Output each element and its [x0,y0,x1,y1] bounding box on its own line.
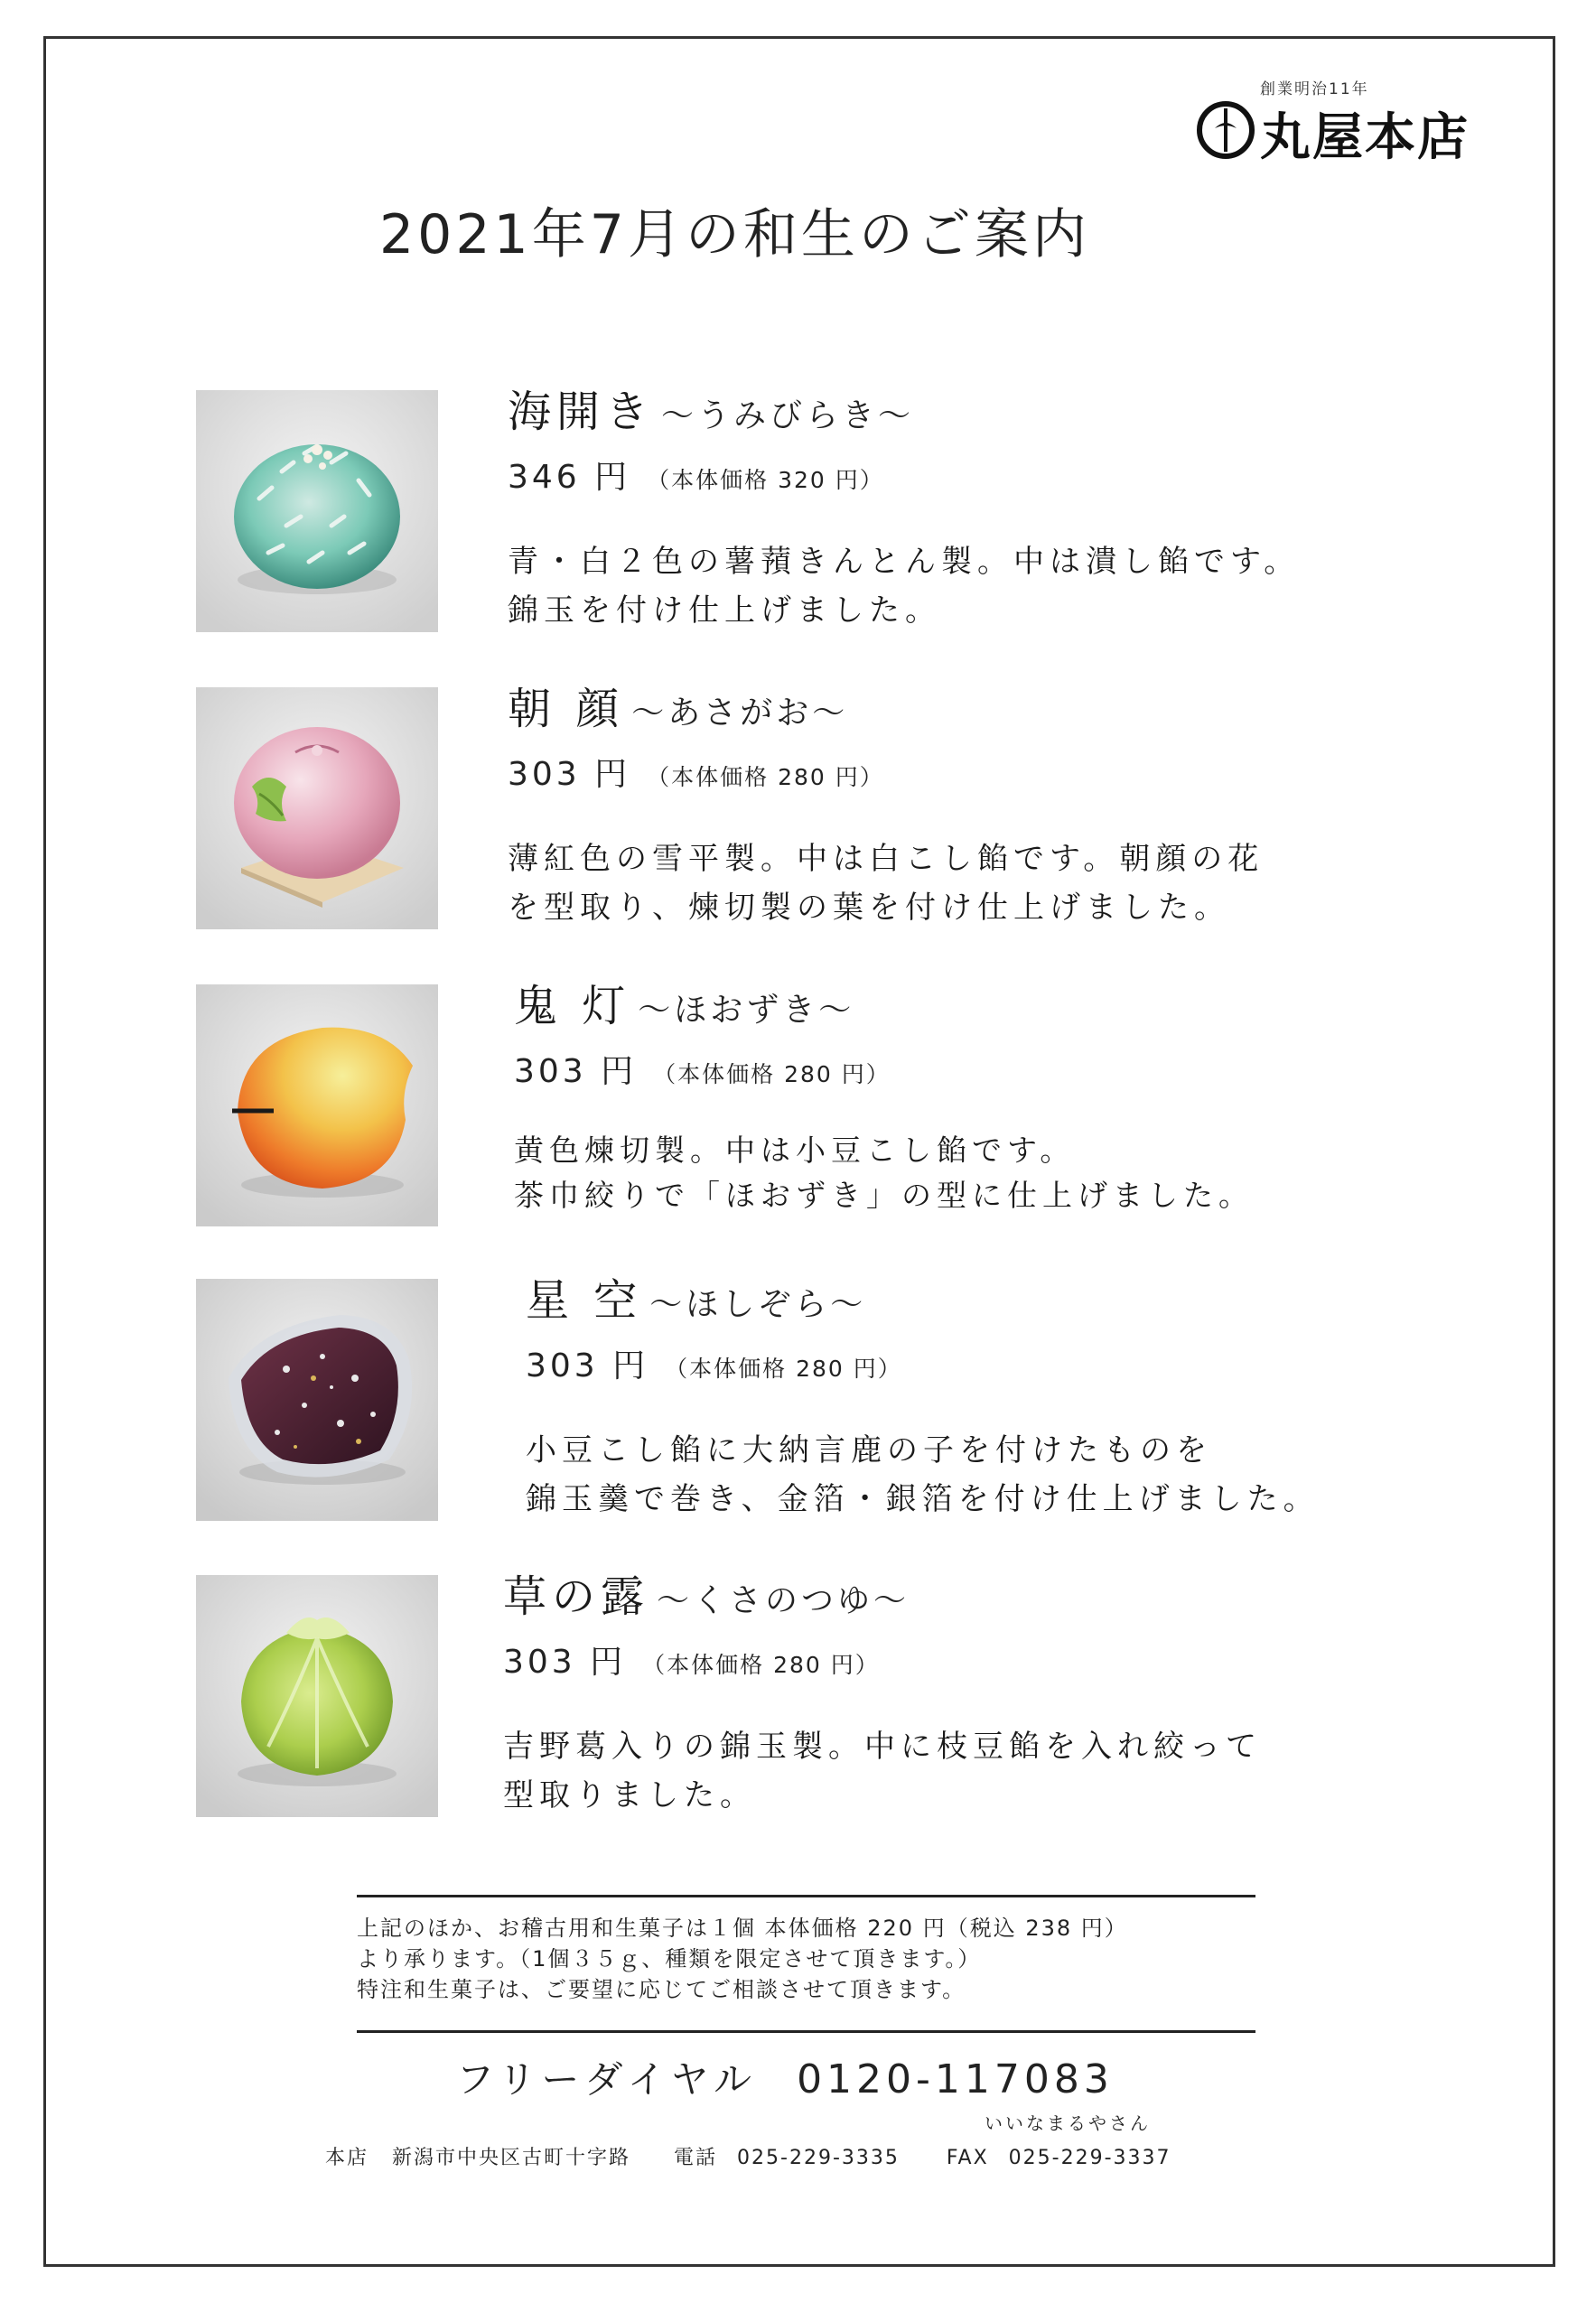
divider [357,1895,1255,1897]
item-description [508,537,1300,635]
description-line: 黄色煉切製。中は小豆こし餡です。 [514,1133,1076,1168]
item-price: 303 円 [503,1644,627,1681]
green-kusa-no-tsuyu-sweet-photo-icon [196,1575,438,1817]
maruya-emblem-icon [1197,101,1255,159]
product-item [196,1571,1515,1819]
item-name: 朝 顔 [508,684,625,734]
description-line: 青・白２色の薯蕷きんとん製。中は潰し餡です。 [508,544,1301,580]
item-description [503,1722,1262,1820]
item-reading: 〜ほおずき〜 [638,992,855,1029]
founding-year: 創業明治11年 [1260,80,1369,98]
product-item [196,981,1515,1228]
product-item [196,1275,1515,1523]
item-description [514,1128,1254,1218]
description-line: 錦玉を付け仕上げました。 [508,592,941,629]
orange-hozuki-sweet-photo-icon [196,984,438,1226]
item-base-price: （本体価格 320 円） [647,467,884,493]
product-item [196,684,1515,931]
item-reading: 〜くさのつゆ〜 [657,1582,910,1619]
description-line: 薄紅色の雪平製。中は白こし餡です。朝顔の花 [508,841,1265,877]
item-base-price: （本体価格 280 円） [647,764,884,790]
item-name: 草の露 [503,1571,650,1622]
page-title: 2021年7月の和生のご案内 [379,203,1090,266]
note-line: 上記のほか、お稽古用和生菓子は１個 本体価格 220 円（税込 238 円） [357,1916,1128,1941]
free-dial-number[interactable]: 0120-117083 [797,2056,1114,2102]
tel-number[interactable]: 025-229-3335 [737,2147,900,2169]
item-name: 海開き [508,387,655,437]
product-item [196,387,1515,634]
description-line: 吉野葛入りの錦玉製。中に枝豆餡を入れ絞って [503,1729,1262,1765]
item-description [526,1426,1320,1524]
item-reading: 〜あさがお〜 [631,695,849,732]
starry-sky-sweet-photo-icon [196,1279,438,1521]
tel-label: 電話 [674,2147,718,2169]
note-line: より承ります。（1個３５ｇ、種類を限定させて頂きます。） [357,1946,982,1972]
additional-note [357,1913,1260,2005]
item-base-price: （本体価格 280 円） [653,1061,891,1087]
description-line: 茶巾絞りで「ほおずき」の型に仕上げました。 [514,1178,1254,1213]
item-description [508,834,1264,932]
store-logo [1197,76,1504,175]
item-price: 303 円 [526,1347,649,1384]
item-price: 303 円 [514,1053,638,1090]
description-line: 小豆こし餡に大納言鹿の子を付けたものを [526,1432,1212,1468]
item-price: 303 円 [508,756,631,793]
note-line: 特注和生菓子は、ご要望に応じてご相談させて頂きます。 [357,1977,966,2002]
divider [357,2030,1255,2033]
free-dial [456,2050,1114,2104]
store-label: 本店 [325,2147,369,2169]
description-line: 錦玉羹で巻き、金箔・銀箔を付け仕上げました。 [526,1481,1320,1517]
free-dial-reading: いいなまるやさん [985,2112,1151,2134]
free-dial-label: フリーダイヤル [456,2057,758,2102]
fax-label: FAX [946,2147,989,2169]
item-reading: 〜ほしぞら〜 [649,1286,867,1323]
store-address: 新潟市中央区古町十字路 [392,2147,631,2169]
item-base-price: （本体価格 280 円） [642,1652,880,1678]
item-name: 星 空 [526,1275,643,1326]
fax-number: 025-229-3337 [1008,2147,1171,2169]
item-base-price: （本体価格 280 円） [665,1356,902,1382]
item-reading: 〜うみびらき〜 [661,397,915,434]
pink-morning-glory-sweet-photo-icon [196,687,438,929]
description-line: 型取りました。 [503,1777,756,1813]
store-name: 丸屋本店 [1260,107,1470,167]
green-kinton-sweet-photo-icon [196,390,438,632]
store-contact [325,2142,1171,2170]
item-name: 鬼 灯 [514,981,631,1031]
item-price: 346 円 [508,459,631,496]
description-line: を型取り、煉切製の葉を付け仕上げました。 [508,890,1230,926]
